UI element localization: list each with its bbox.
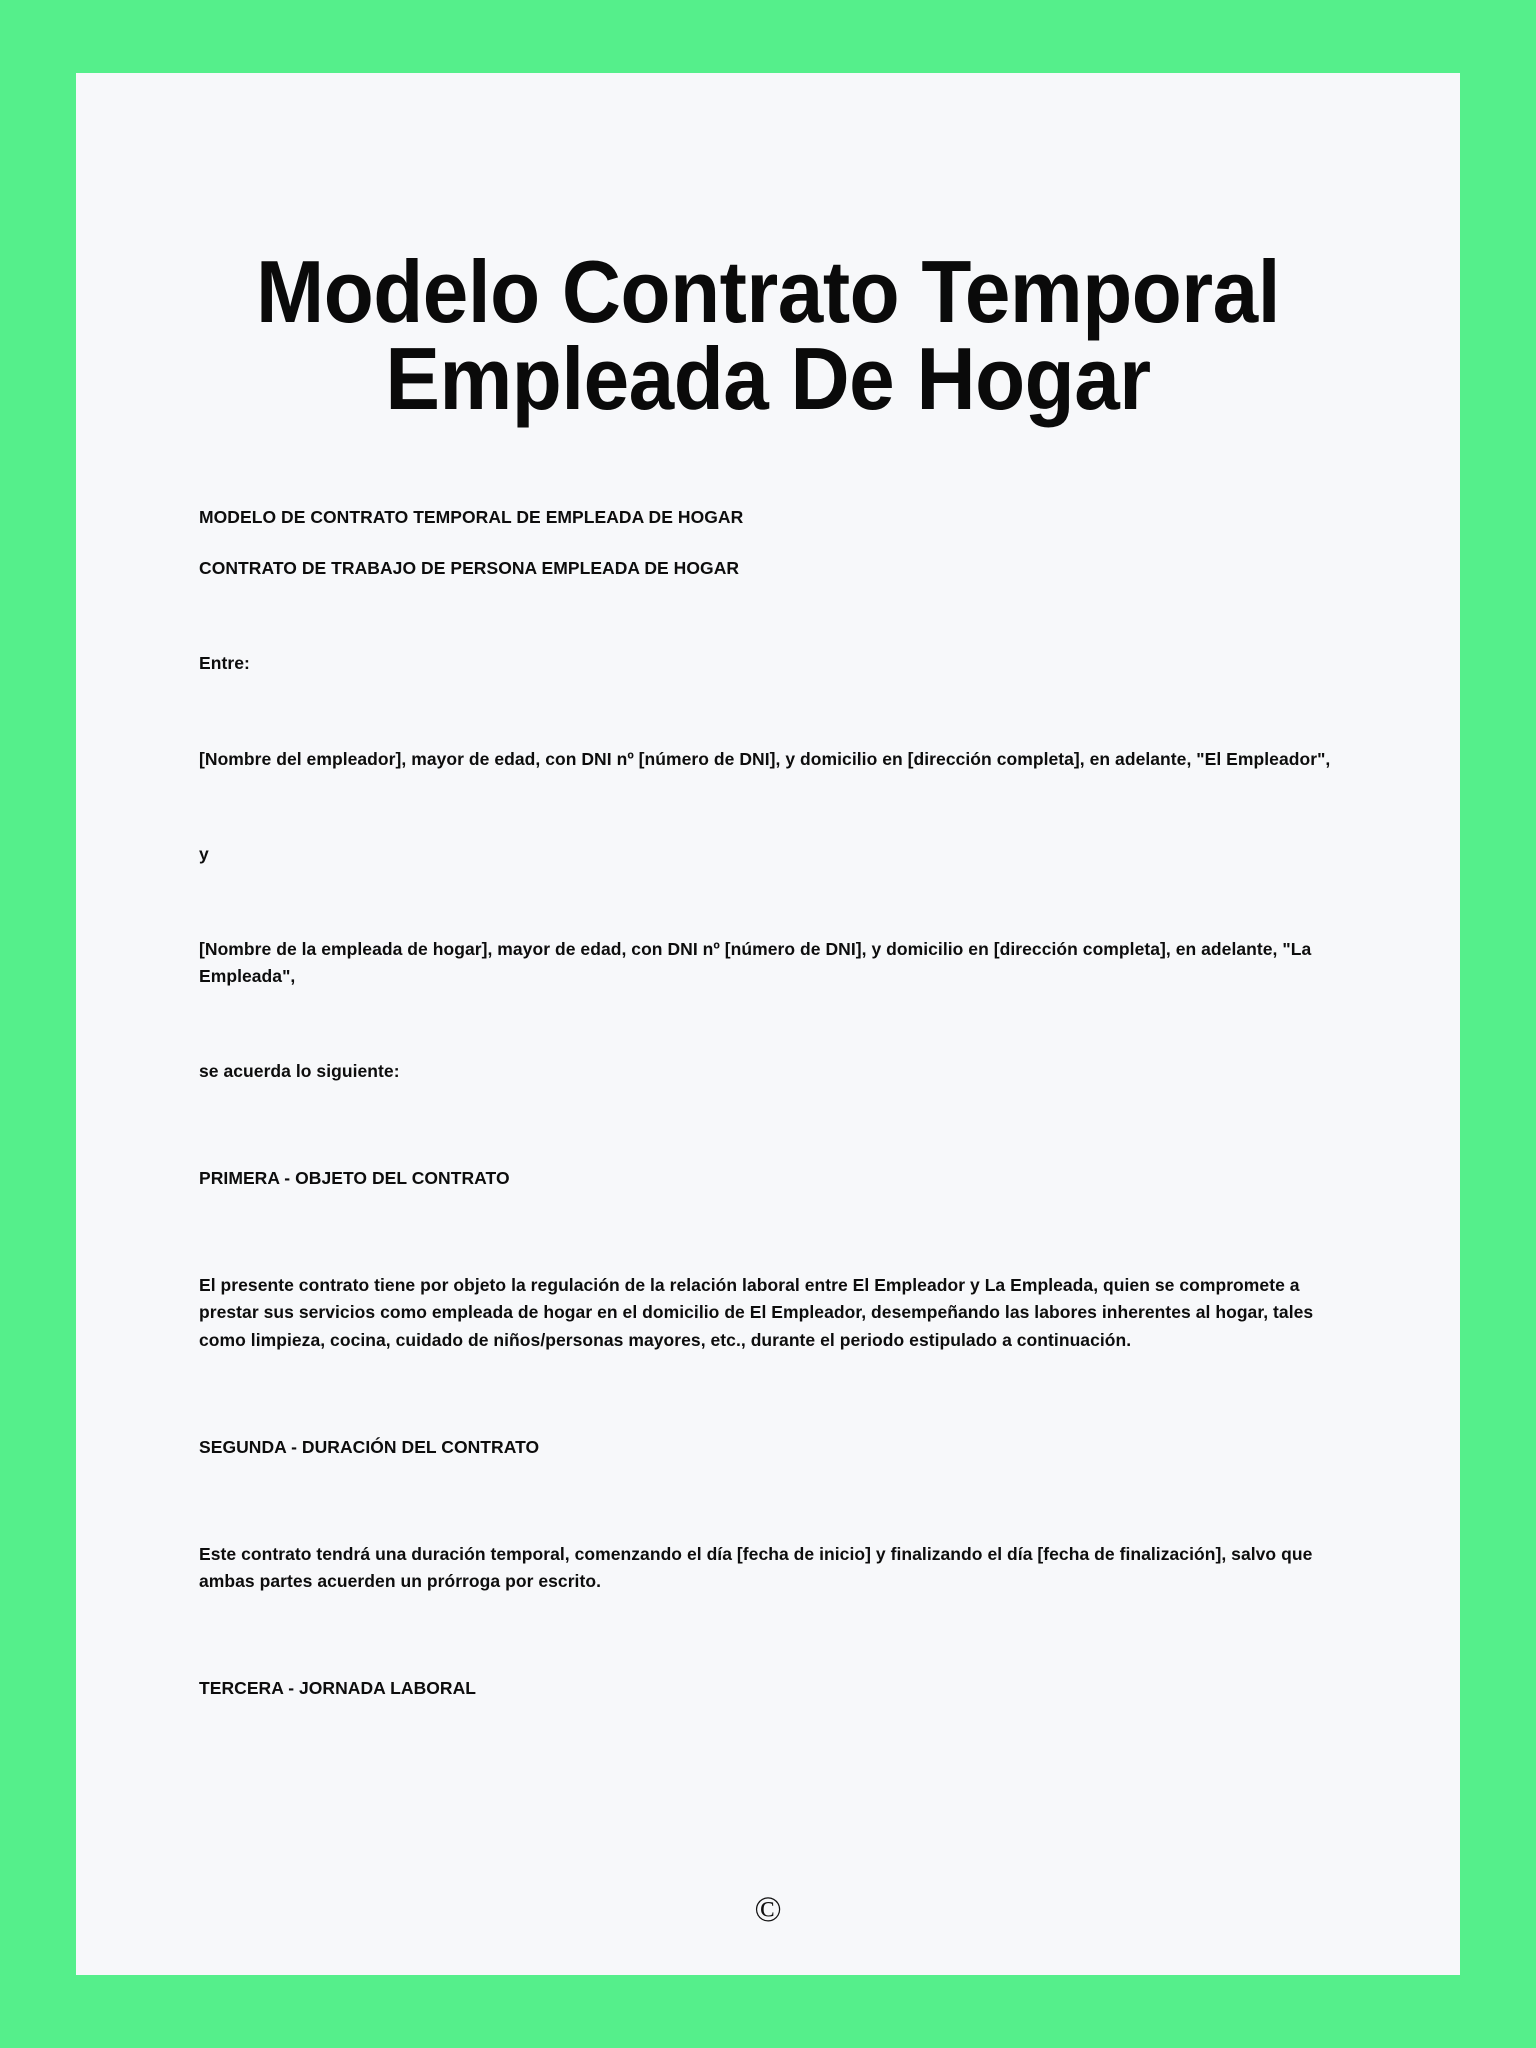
spacer	[199, 773, 1337, 841]
clause-segunda-heading: SEGUNDA - DURACIÓN DEL CONTRATO	[199, 1436, 540, 1457]
label-entre: Entre:	[199, 653, 250, 674]
agreement-intro: se acuerda lo siguiente:	[199, 1061, 400, 1082]
spacer	[199, 1085, 1337, 1165]
spacer	[199, 868, 1337, 936]
document-card	[76, 73, 1460, 1975]
party-employer-paragraph: [Nombre del empleador], mayor de edad, con DNI nº [número de DNI], y domicilio en [dirección completa], en adelante, "El Empleador",	[199, 748, 1331, 769]
document-body	[76, 504, 1460, 1702]
clause-tercera-heading: TERCERA - JORNADA LABORAL	[199, 1678, 477, 1699]
page-title	[124, 73, 1411, 429]
clause-primera-heading: PRIMERA - OBJETO DEL CONTRATO	[199, 1168, 510, 1189]
page-title-line-2: Empleada De Hogar	[385, 329, 1151, 429]
spacer	[199, 1354, 1337, 1434]
conjunction-y: y	[199, 843, 209, 864]
spacer	[199, 1595, 1337, 1675]
clause-segunda-body: Este contrato tendrá una duración temporal, comenzando el día [fecha de inicio] y finalizando el día [fecha de finalización], salvo que ambas partes acuerden un prórroga por escrito.	[199, 1543, 1313, 1591]
spacer	[199, 1192, 1337, 1272]
party-employee-paragraph: [Nombre de la empleada de hogar], mayor de edad, con DNI nº [número de DNI], y domicilio en [dirección completa], en adelante, "La Empleada",	[199, 938, 1312, 986]
spacer	[199, 582, 1337, 650]
spacer	[199, 531, 1337, 555]
clause-primera-body: El presente contrato tiene por objeto la regulación de la relación laboral entre El Empleador y La Empleada, quien se compromete a prestar sus servicios como empleada de hogar en el domicilio de El Empleador, desempeñando las labores inherentes al hogar, tales como limpieza, cocina, cuidado de niños/personas mayores, etc., durante el periodo estipulado a continuación.	[199, 1275, 1314, 1350]
heading-contrato-trabajo: CONTRATO DE TRABAJO DE PERSONA EMPLEADA DE HOGAR	[199, 558, 740, 579]
spacer	[199, 678, 1337, 746]
page-title-line-1: Modelo Contrato Temporal	[256, 242, 1280, 341]
copyright-icon: ©	[754, 1889, 782, 1929]
heading-modelo-contrato: MODELO DE CONTRATO TEMPORAL DE EMPLEADA DE HOGAR	[199, 507, 744, 528]
spacer	[199, 1461, 1337, 1541]
spacer	[199, 990, 1337, 1058]
